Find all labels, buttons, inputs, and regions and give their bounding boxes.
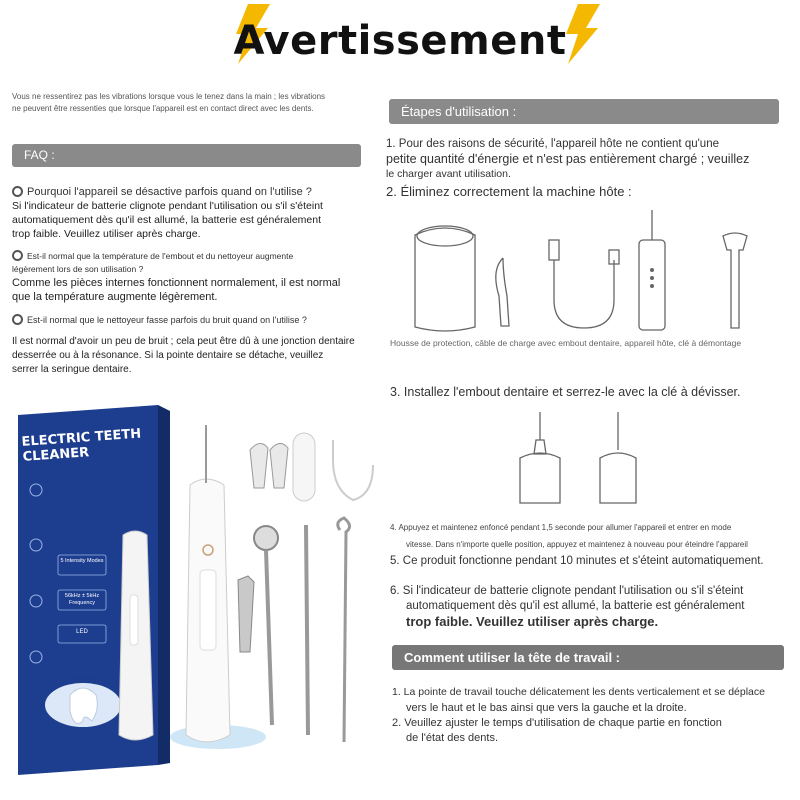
work-step-1-line-1: 1. La pointe de travail touche délicatement les dents verticalement et se déplace (392, 686, 765, 698)
protective-case-icon (415, 228, 475, 331)
step-1-line-3: le charger avant utilisation. (386, 168, 511, 180)
warning-line-1: Vous ne ressentirez pas les vibrations lorsque vous le tenez dans la main ; les vibrations (12, 92, 326, 101)
step-1-line-2: petite quantité d'énergie et n'est pas entièrement chargé ; veuillez (386, 152, 750, 166)
faq-header-label: FAQ : (24, 148, 55, 162)
faq-a2-line-1: Comme les pièces internes fonctionnent normalement, il est normal (12, 277, 341, 289)
box-badge-2: 56kHz ± 5kHz Frequency (64, 593, 100, 606)
question-icon (12, 250, 23, 261)
question-icon (12, 186, 23, 197)
faq-a1-line-3: trop faible. Veuillez utiliser après charge. (12, 228, 201, 240)
box-title-line-2: CLEANER (22, 445, 90, 465)
step-6-line-3: trop faible. Veuillez utiliser après charge. (406, 614, 659, 629)
step-4-line-2: vitesse. Dans n'importe quelle position, appuyez et maintenez à nouveau pour éteindre l'appareil (406, 540, 748, 549)
faq-q1: Pourquoi l'appareil se désactive parfois quand on l'utilise ? (27, 186, 312, 198)
install-illustration (510, 410, 650, 510)
faq-a2-line-2: que la température augmente légèrement. (12, 291, 218, 303)
faq-item-3 (12, 314, 387, 377)
steps-header (389, 99, 779, 124)
faq-item-2 (12, 250, 387, 304)
warning-line-2: ne peuvent être ressenties que lorsque l'appareil est en contact direct avec les dents. (12, 104, 314, 113)
work-head-header (392, 645, 784, 670)
question-icon (12, 314, 23, 325)
step-1 (386, 137, 786, 182)
box-badge-3: LED (76, 629, 88, 635)
step-4-line-1: 4. Appuyez et maintenez enfoncé pendant 1,5 seconde pour allumer l'appareil et entrer en mode (390, 523, 732, 532)
faq-header (12, 144, 361, 167)
faq-a3-line-2: desserrée ou à la résonance. Si la pointe dentaire se détache, veuillez (12, 350, 324, 361)
faq-a1-line-2: automatiquement dès qu'il est allumé, la batterie est généralement (12, 214, 322, 226)
faq-a1-line-1: Si l'indicateur de batterie clignote pendant l'utilisation ou s'il s'éteint (12, 200, 323, 212)
step-6-line-2: automatiquement dès qu'il est allumé, la batterie est généralement (406, 600, 745, 612)
work-step-2 (392, 716, 792, 746)
lightning-bolt-right-icon (560, 4, 604, 64)
step-6-line-1: 6. Si l'indicateur de batterie clignote pendant l'utilisation ou s'il s'éteint (390, 585, 744, 597)
faq-q2-line-1: Est-il normal que la température de l'embout et du nettoyeur augmente (27, 251, 294, 261)
step-2: 2. Éliminez correctement la machine hôte : (386, 184, 632, 199)
parts-caption: Housse de protection, câble de charge avec embout dentaire, appareil hôte, clé à démontage (390, 338, 742, 348)
faq-q2-line-2: légèrement lors de son utilisation ? (12, 264, 144, 274)
page-title: Avertissement (233, 18, 567, 64)
work-head-header-label: Comment utiliser la tête de travail : (404, 650, 621, 665)
box-badge-1: 5 Intensity Modes (60, 558, 104, 564)
work-step-2-line-2: de l'état des dents. (406, 732, 498, 744)
warning-intro (12, 91, 372, 115)
box-badge-4: Protect teeth (66, 676, 98, 682)
faq-item-1 (12, 186, 382, 241)
faq-q3: Est-il normal que le nettoyeur fasse parfois du bruit quand on l'utilise ? (27, 315, 307, 325)
faq-a3-line-1: Il est normal d'avoir un peu de bruit ; cela peut être dû à une jonction dentaire (12, 336, 355, 347)
work-step-1-line-2: vers le haut et le bas ainsi que vers la gauche et la droite. (406, 702, 687, 714)
work-step-1 (392, 684, 792, 716)
step-5: 5. Ce produit fonctionne pendant 10 minutes et s'éteint automatiquement. (390, 555, 764, 567)
charging-cable-icon (549, 240, 559, 260)
wrench-icon (723, 233, 747, 328)
parts-illustration (405, 210, 765, 335)
step-4 (390, 519, 800, 553)
box-title-line-1: ELECTRIC TEETH (21, 426, 142, 450)
faq-a3-line-3: serrer la seringue dentaire. (12, 364, 132, 375)
step-1-line-1: 1. Pour des raisons de sécurité, l'appareil hôte ne contient qu'une (386, 138, 719, 150)
work-step-2-line-1: 2. Veuillez ajuster le temps d'utilisation de chaque partie en fonction (392, 717, 722, 729)
steps-header-label: Étapes d'utilisation : (401, 104, 517, 119)
step-6 (390, 584, 790, 629)
step-3: 3. Installez l'embout dentaire et serrez-le avec la clé à dévisser. (390, 385, 741, 399)
dental-tip-icon (496, 258, 509, 326)
